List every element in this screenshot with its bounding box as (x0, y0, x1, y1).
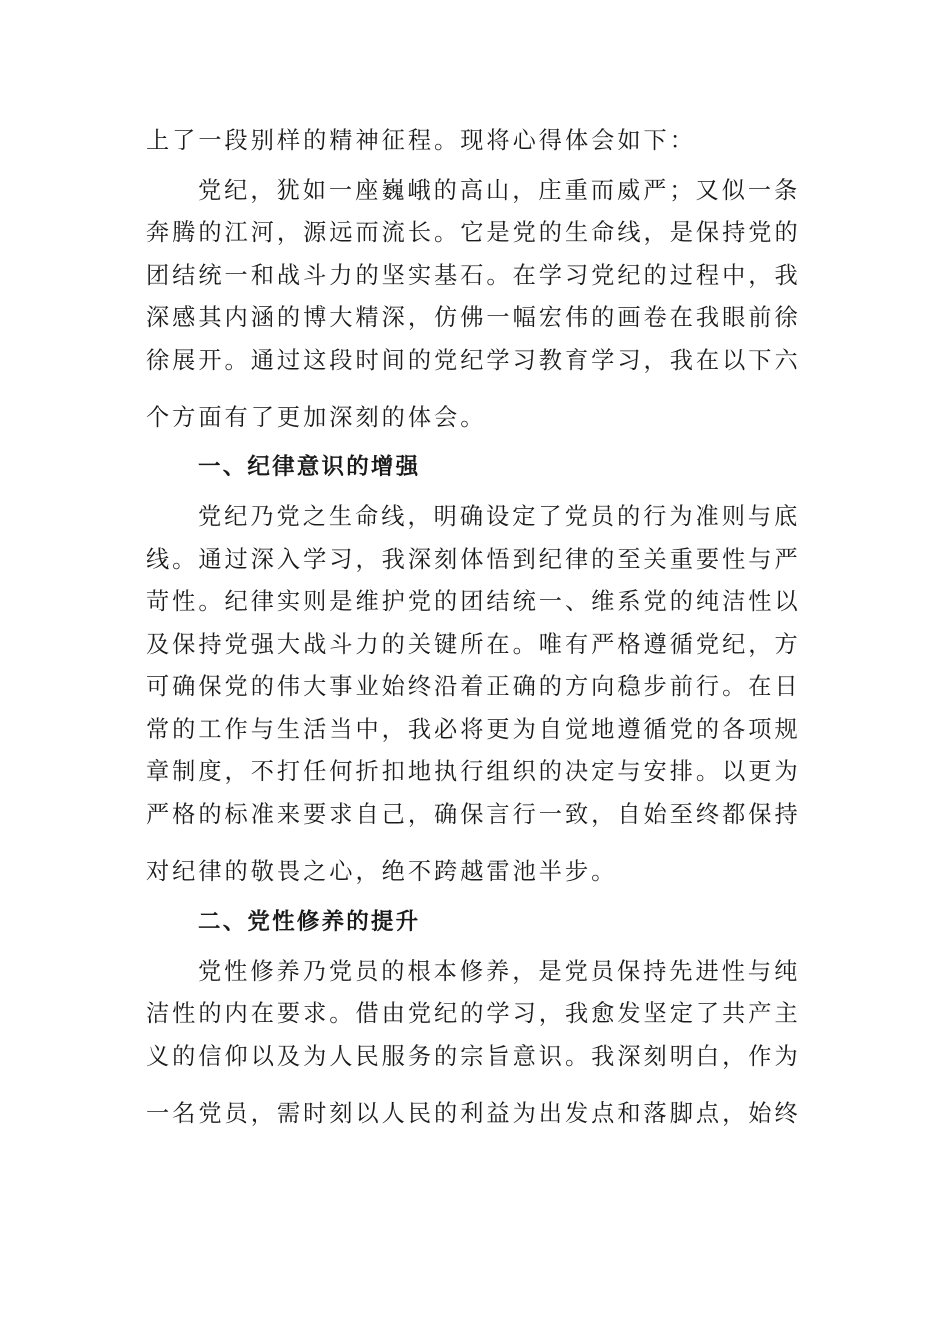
paragraph-1-line-2: 奔腾的江河，源远而流长。它是党的生命线，是保持党的 (146, 219, 801, 246)
section-2-line-4: 一名党员，需时刻以人民的利益为出发点和落脚点，始终 (146, 1100, 801, 1127)
intro-tail-line: 上了一段别样的精神征程。现将心得体会如下： (146, 127, 696, 154)
paragraph-1-line-4: 深感其内涵的博大精深，仿佛一幅宏伟的画卷在我眼前徐 (146, 304, 801, 331)
section-1-line-8: 严格的标准来要求自己，确保言行一致，自始至终都保持 (146, 801, 801, 828)
section-1-line-7: 章制度，不打任何折扣地执行组织的决定与安排。以更为 (146, 758, 801, 785)
section-2-line-2: 洁性的内在要求。借由党纪的学习，我愈发坚定了共产主 (146, 1000, 801, 1027)
section-1-line-6: 常的工作与生活当中，我必将更为自觉地遵循党的各项规 (146, 716, 801, 743)
paragraph-1-line-3: 团结统一和战斗力的坚实基石。在学习党纪的过程中，我 (146, 262, 801, 289)
section-1-line-3: 苛性。纪律实则是维护党的团结统一、维系党的纯洁性以 (146, 588, 801, 615)
section-2-line-3: 义的信仰以及为人民服务的宗旨意识。我深刻明白，作为 (146, 1043, 801, 1070)
section-1-line-4: 及保持党强大战斗力的关键所在。唯有严格遵循党纪，方 (146, 631, 801, 658)
section-1-heading: 一、纪律意识的增强 (198, 454, 421, 480)
section-1-line-9: 对纪律的敬畏之心，绝不跨越雷池半步。 (146, 858, 618, 885)
section-1-line-1: 党纪乃党之生命线，明确设定了党员的行为准则与底 (198, 503, 801, 530)
paragraph-1-line-5: 徐展开。通过这段时间的党纪学习教育学习，我在以下六 (146, 347, 801, 374)
section-2-heading: 二、党性修养的提升 (198, 909, 421, 935)
paragraph-1-line-6: 个方面有了更加深刻的体会。 (146, 404, 487, 431)
paragraph-1-line-1: 党纪，犹如一座巍峨的高山，庄重而威严；又似一条 (198, 177, 801, 204)
section-1-line-2: 线。通过深入学习，我深刻体悟到纪律的至关重要性与严 (146, 546, 801, 573)
section-1-line-5: 可确保党的伟大事业始终沿着正确的方向稳步前行。在日 (146, 673, 801, 700)
section-2-line-1: 党性修养乃党员的根本修养，是党员保持先进性与纯 (198, 958, 801, 985)
